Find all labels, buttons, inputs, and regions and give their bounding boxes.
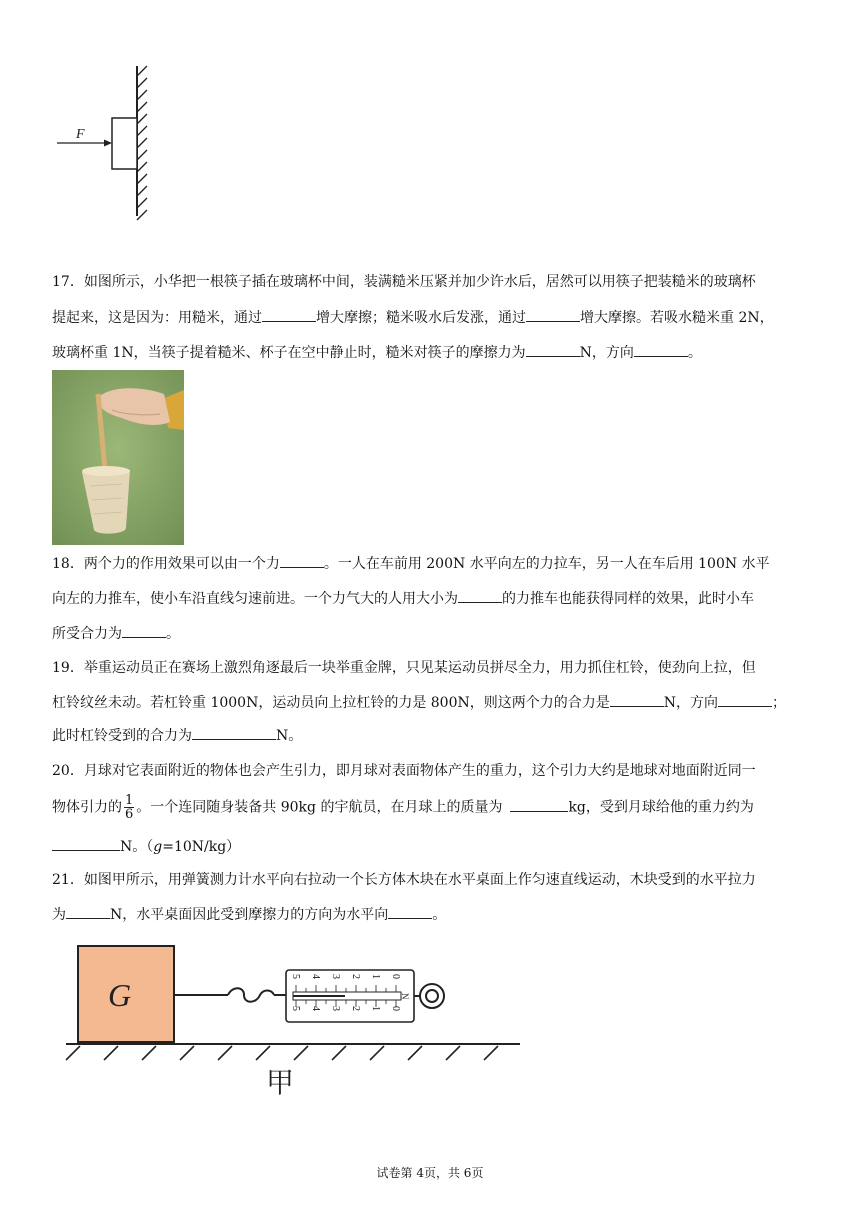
scale-mark-top-0: 0 (390, 974, 401, 979)
scale-mark-top-5: 5 (290, 974, 301, 979)
text: 。一人在车前用 200N 水平向左的力拉车，另一人在车后用 100N 水平 (323, 556, 770, 572)
text: 20．月球对它表面附近的物体也会产生引力，即月球对表面物体产生的重力，这个引力大约是地球对地面附近同一 (52, 763, 756, 779)
answer-blank[interactable] (634, 342, 688, 357)
q21-line2 (52, 904, 446, 925)
fraction-one-sixth (124, 794, 134, 821)
scale-mark-top-4: 4 (310, 974, 321, 979)
answer-blank[interactable] (66, 904, 110, 919)
block (112, 118, 137, 169)
scale-mark-bottom-3: 3 (330, 1006, 341, 1011)
q19-line3 (52, 725, 302, 746)
page-footer: 试卷第 4页，共 6页 (376, 1166, 484, 1180)
scale-mark-bottom-0: 0 (390, 1006, 401, 1011)
text: 。一个连同随身装备共 90kg 的宇航员，在月球上的质量为 (136, 799, 503, 816)
fraction-numerator: 1 (125, 793, 134, 808)
answer-blank[interactable] (122, 623, 166, 638)
text: =10N/kg） (162, 839, 241, 855)
answer-blank[interactable] (192, 725, 276, 740)
text: kg，受到月球给他的重力约为 (568, 799, 754, 816)
text: 。 (432, 907, 447, 923)
text: 提起来，这是因为：用糙米，通过 (52, 310, 262, 326)
text: 21．如图甲所示，用弹簧测力计水平向右拉动一个长方体木块在水平桌面上作匀速直线运动，木块受到的水平拉力 (52, 872, 756, 888)
answer-blank[interactable] (526, 342, 580, 357)
text: 杠铃纹丝未动。若杠铃重 1000N，运动员向上拉杠铃的力是 800N，则这两个力的合力是 (52, 695, 610, 711)
text: 。 (166, 626, 180, 642)
text: 18．两个力的作用效果可以由一个力 (52, 556, 280, 572)
scale-mark-bottom-2: 2 (350, 1006, 361, 1011)
answer-blank[interactable] (458, 588, 502, 603)
q19-line1 (52, 658, 756, 678)
answer-blank[interactable] (610, 692, 664, 707)
text: 增大摩擦。若吸水糙米重 2N， (580, 310, 774, 326)
text: 物体引力的 (52, 799, 122, 816)
fraction-denominator: 6 (125, 807, 134, 822)
block-label: G (108, 977, 132, 1013)
text: 玻璃杯重 1N，当筷子提着糙米、杯子在空中静止时，糙米对筷子的摩擦力为 (52, 345, 526, 361)
g-symbol: g (153, 839, 163, 855)
answer-blank[interactable] (718, 692, 772, 707)
q18-line1 (52, 553, 770, 574)
text: 此时杠铃受到的合力为 (52, 728, 192, 744)
text: N，方向 (663, 695, 718, 711)
q20-line3 (52, 836, 240, 857)
q20-line1 (52, 761, 756, 781)
answer-blank[interactable] (510, 797, 568, 812)
text: 的力推车也能获得同样的效果，此时小车 (502, 591, 754, 607)
scale-mark-top-3: 3 (330, 974, 341, 979)
q18-line2 (52, 588, 754, 609)
q21-line1 (52, 870, 756, 890)
q17-line3 (52, 342, 702, 363)
answer-blank[interactable] (526, 307, 580, 322)
text: 17．如图所示，小华把一根筷子插在玻璃杯中间，装满糙米压紧并加少许水后，居然可以用筷子把装糙米的玻璃杯 (52, 274, 756, 290)
spring-scale-figure (60, 940, 530, 1100)
figure-caption: 甲 (266, 1066, 295, 1099)
force-label: F (76, 127, 85, 142)
scale-mark-bottom-1: 1 (370, 1006, 381, 1011)
answer-blank[interactable] (52, 836, 120, 851)
q17-line1 (52, 272, 756, 292)
text: N，方向 (579, 345, 634, 361)
scale-mark-top-2: 2 (350, 974, 361, 979)
text: N。（ (120, 839, 154, 855)
text: 向左的力推车，使小车沿直线匀速前进。一个力气大的人用大小为 (52, 591, 458, 607)
text: 增大摩擦；糙米吸水后发涨，通过 (316, 310, 526, 326)
unit-label: N (400, 993, 410, 1000)
wall-block-figure (50, 64, 160, 224)
q19-line2 (52, 692, 786, 713)
text: 所受合力为 (52, 626, 122, 642)
text: N。 (276, 728, 303, 744)
text: ； (772, 695, 786, 711)
q20-line2 (52, 794, 754, 821)
scale-mark-top-1: 1 (370, 974, 381, 979)
chopstick-cup-photo (52, 370, 184, 545)
text: 。 (687, 345, 702, 361)
answer-blank[interactable] (262, 307, 316, 322)
hook (228, 988, 274, 1002)
q18-line3 (52, 623, 180, 644)
scale-mark-bottom-4: 4 (310, 1006, 321, 1011)
answer-blank[interactable] (280, 553, 324, 568)
text: 19．举重运动员正在赛场上激烈角逐最后一块举重金牌，只见某运动员拼尽全力，用力抓住杠铃，使劲向上拉，但 (52, 660, 756, 676)
scale-mark-bottom-5: 5 (290, 1006, 301, 1011)
text: 为 (52, 907, 66, 923)
answer-blank[interactable] (388, 904, 432, 919)
text: N，水平桌面因此受到摩擦力的方向为水平向 (110, 907, 389, 923)
q17-line2 (52, 307, 774, 328)
